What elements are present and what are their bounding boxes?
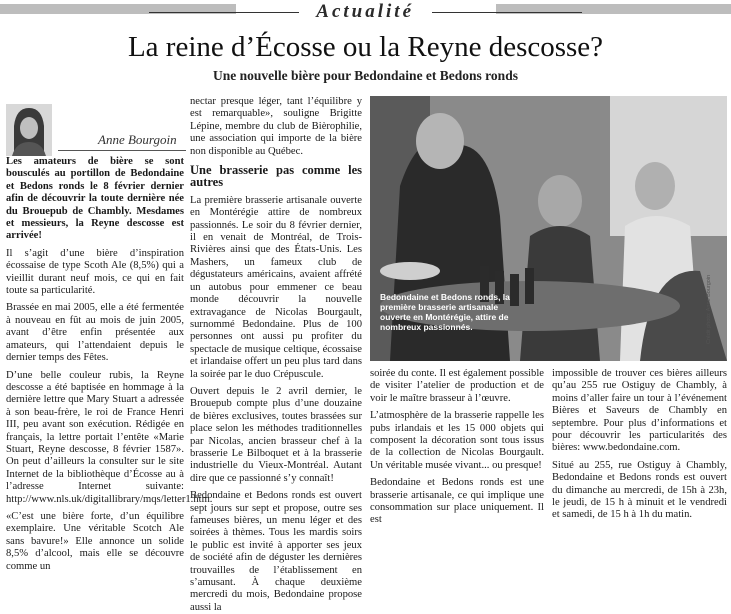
column-1 bbox=[6, 156, 213, 572]
byline: Anne Bourgoin bbox=[98, 132, 177, 147]
article-photo bbox=[370, 96, 727, 361]
paragraph: Situé au 255, rue Ostiguy à Chambly, Bedondaine et Bedons ronds est ouvert du dimanche au mercredi, de 15h à 23h, le jeudi, de 15 h à minuit et le vendredi et samedi, de 15 h à 1h du matin. bbox=[552, 459, 727, 521]
paragraph: Bedondaine et Bedons ronds est une brasserie artisanale, ce qui implique une consommation sur place uniquement. Il est bbox=[370, 477, 544, 526]
paragraph: D’une belle couleur rubis, la Reyne descosse a été baptisée en hommage à la dernière lettre que Mary Stuart a adressée à son beau-frère, le roi de France Henri III, peu avant son exécution. Rédigée en français, la lettre portait l’entête «Marie Stuart, Reyne descosse, 8 février 1587». On peut d’ailleurs la consulter sur le site Internet de la bibliothèque d’Écosse au à l’adresse Internet suivante: http://www.nls.uk/digitallibrary/mqs/letter1.htm. bbox=[6, 369, 213, 505]
paragraph: Bedondaine et Bedons ronds est ouvert sept jours sur sept et propose, outre ses fameuses bières, un menu léger et des soirées à thèmes. Tous les mardis soirs le public est invité à apporter ses jeux de société afin de déguster les dernières trouvailles de l’établissement en s’amusant. À chaque deuxième mercredi du mois, Bedondaine propose aussi la bbox=[190, 490, 362, 613]
paragraph: L’atmosphère de la brasserie rappelle les pubs irlandais et les 15 000 objets qui composent la décoration sont tous issus de la collection de Nicolas Bourgault. Un véritable musée vivant... ou presque! bbox=[370, 410, 544, 471]
section-header bbox=[0, 1, 731, 23]
byline-rule bbox=[58, 150, 186, 151]
section-title: Actualité bbox=[316, 1, 415, 22]
subheading: Une brasserie pas comme les autres bbox=[190, 163, 362, 190]
author-photo bbox=[6, 104, 52, 156]
column-4 bbox=[552, 368, 727, 521]
deck: Une nouvelle bière pour Bedondaine et Bedons ronds bbox=[213, 68, 518, 83]
photo-caption: Bedondaine et Bedons ronds, la première brasserie artisanale ouverte en Montérégie, attire de nombreux passionnés. bbox=[380, 292, 510, 332]
column-3 bbox=[370, 368, 544, 526]
column-2 bbox=[190, 96, 362, 613]
paragraph: La première brasserie artisanale ouverte en Montérégie attire de nombreux passionnés. Le soir du 8 février dernier, il en venait de Montréal, de Trois-Rivières ainsi que des États-Unis. Les Mashers, un fameux club de dégustateurs américains, avaient affrété un autobus pour emmener ce beau monde découvrir la nouvelle extravagance de Nicolas Bourgault, surnommé Bedondaine. Plus de 100 personnes ont aussi pu profiter du spectacle de musique celtique, écossaise et irlandaise offert un peu plus tard dans la soirée par le duo Crépuscule. bbox=[190, 194, 362, 380]
paragraph: «C’est une bière forte, d’un équilibre exemplaire. Une véritable Scotch Ale sans bavure!» Elle annonce un solide 8,5% d’alcool, mais elle se découvre comme un bbox=[6, 510, 184, 572]
paragraph: Ouvert depuis le 2 avril dernier, le Brouepub compte plus d’une douzaine de bières exclusives, toutes brassées sur place selon les méthodes traditionnelles par Nicolas, ancien brasseur chef à la brasserie Le Bilboquet et à la brasserie industrielle du Vieux-Montréal. Autant dire que ce passionné s’y connaît! bbox=[190, 385, 362, 484]
photo-credit: Crédit photo: Anne Bourgoin bbox=[706, 274, 712, 344]
author-portrait-icon bbox=[6, 104, 52, 156]
paragraph: Il s’agit d’une bière d’inspiration écossaise de type Scoth Ale (8,5%) qui a vieillit durant neuf mois, ce qui en fait toute sa particularité. bbox=[6, 247, 184, 297]
paragraph: Brassée en mai 2005, elle a été fermentée à nouveau en fût au mois de juin 2005, avant d’être enfin présentée aux amateurs, qui l’attendaient depuis le dernier temps des Fêtes. bbox=[6, 302, 184, 364]
headline: La reine d’Écosse ou la Reyne descosse? bbox=[127, 31, 604, 63]
paragraph: nectar presque léger, tant l’équilibre y est remarquable», souligne Brigitte Lépine, membre du club de Bièrophilie, une association qui importe de la bière non disponible au Québec. bbox=[190, 96, 362, 157]
paragraph: impossible de trouver ces bières ailleurs qu’au 255 rue Ostiguy de Chambly, à moins d’aller faire un tour à l’événement Bières et Saveurs de Chambly en septembre. Pour plus d’informations et pour découvrir les particularités des bières: www.bedondaine.com. bbox=[552, 368, 727, 454]
section-rule-right bbox=[432, 12, 582, 13]
lead-paragraph: Les amateurs de bière se sont bousculés au portillon de Bedondaine et Bedons ronds le 8 février dernier afin de découvrir la toute dernière née du Brouepub de Chambly. Mesdames et messieurs, la Reyne descosse est arrivée! bbox=[6, 156, 184, 242]
section-rule-left bbox=[149, 12, 299, 13]
paragraph: soirée du conte. Il est également possible de visiter l’atelier de production et de voir le maître brasseur à l’œuvre. bbox=[370, 368, 544, 404]
